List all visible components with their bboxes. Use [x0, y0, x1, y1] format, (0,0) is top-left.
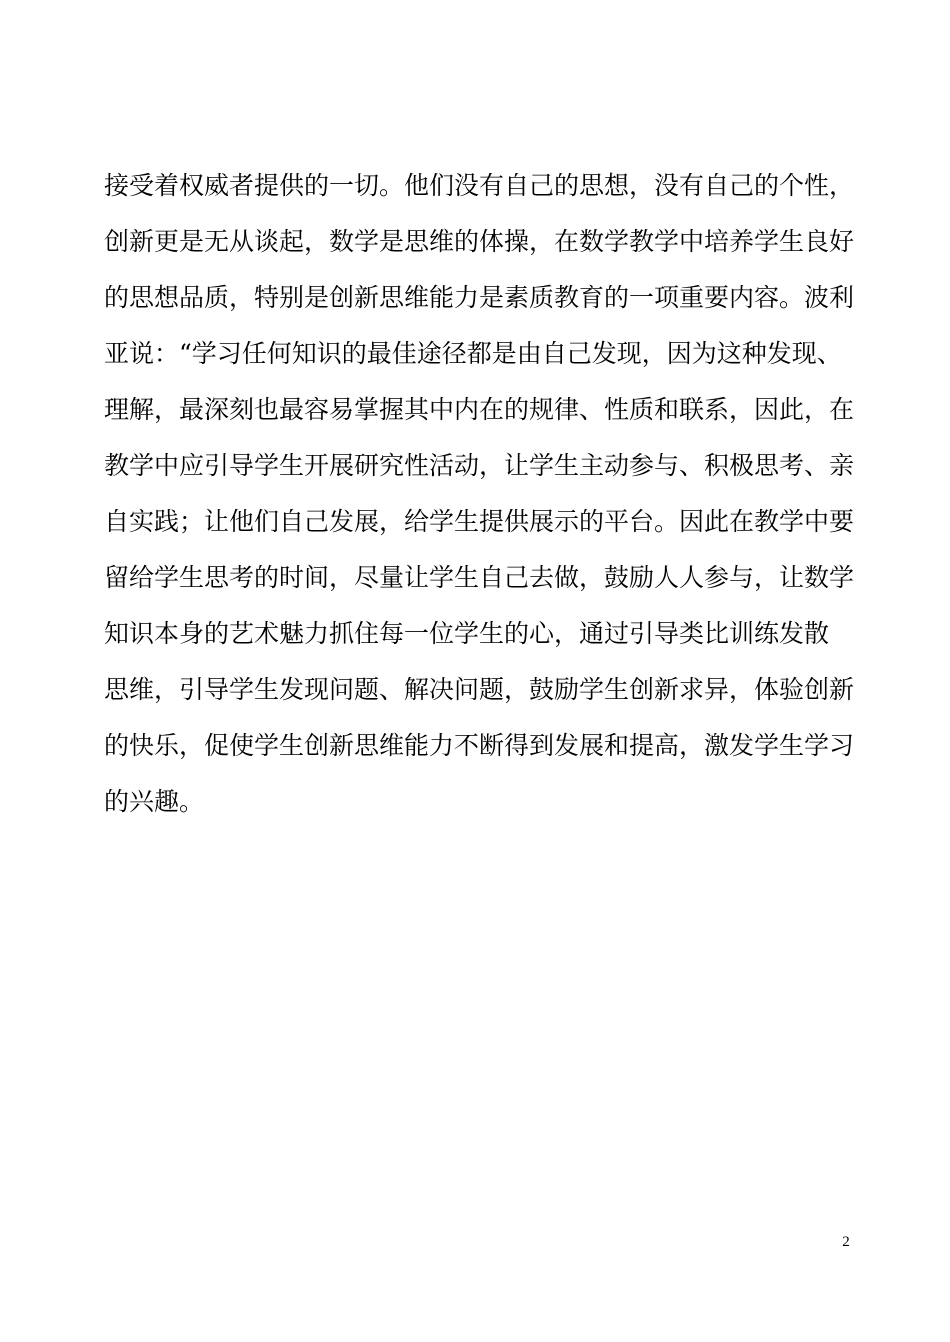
page-number: 2 — [842, 1234, 850, 1250]
paragraph-line: 的快乐，促使学生创新思维能力不断得到发展和提高，激发学生学习 — [104, 731, 855, 760]
paragraph-line: 知识本身的艺术魅力抓住每一位学生的心，通过引导类比训练发散 — [104, 619, 830, 648]
paragraph-line: 理解，最深刻也最容易掌握其中内在的规律、性质和联系，因此，在 — [104, 395, 855, 424]
paragraph-line: 教学中应引导学生开展研究性活动，让学生主动参与、积极思考、亲 — [104, 451, 855, 480]
paragraph-line: 留给学生思考的时间，尽量让学生自己去做，鼓励人人参与，让数学 — [104, 563, 855, 592]
paragraph-line: 创新更是无从谈起，数学是思维的体操，在数学教学中培养学生良好 — [104, 227, 855, 256]
paragraph-line: 接受着权威者提供的一切。他们没有自己的思想，没有自己的个性， — [104, 171, 855, 200]
paragraph-line: 的思想品质，特别是创新思维能力是素质教育的一项重要内容。波利 — [104, 283, 855, 312]
paragraph-line: 自实践；让他们自己发展，给学生提供展示的平台。因此在教学中要 — [104, 507, 855, 536]
paragraph-line: 的兴趣。 — [104, 787, 205, 816]
paragraph-line: 亚说：“学习任何知识的最佳途径都是由自己发现，因为这种发现、 — [104, 339, 842, 368]
paragraph-line: 思维，引导学生发现问题、解决问题，鼓励学生创新求异，体验创新 — [104, 675, 855, 704]
body-paragraph — [104, 158, 864, 830]
